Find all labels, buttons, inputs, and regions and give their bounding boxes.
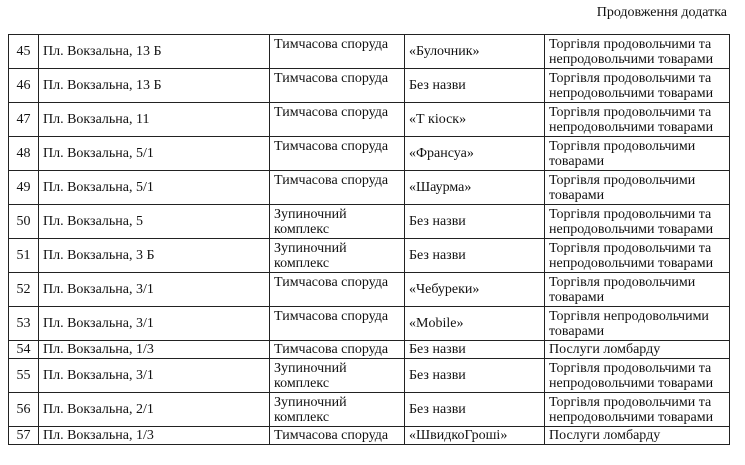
table-row: [9, 69, 730, 103]
table-row: [9, 239, 730, 273]
row-number: 55: [9, 359, 39, 393]
row-number: 53: [9, 307, 39, 341]
activity-cell: Послуги ломбарду: [545, 427, 730, 445]
activity-cell: Торгівля продовольчими та непродовольчими товарами: [545, 239, 730, 273]
address-cell: Пл. Вокзальна, 13 Б: [39, 69, 270, 103]
address-cell: Пл. Вокзальна, 2/1: [39, 393, 270, 427]
object-type-cell: Тимчасова споруда: [270, 171, 405, 205]
object-name-cell: «Т кіоск»: [405, 103, 545, 137]
object-type-cell: Тимчасова споруда: [270, 341, 405, 359]
object-type-cell: Зупиночний комплекс: [270, 359, 405, 393]
row-number: 52: [9, 273, 39, 307]
object-name-cell: «Франсуа»: [405, 137, 545, 171]
object-name-cell: «Чебуреки»: [405, 273, 545, 307]
activity-cell: Торгівля продовольчими товарами: [545, 137, 730, 171]
object-name-cell: «ШвидкоГроші»: [405, 427, 545, 445]
object-type-cell: Тимчасова споруда: [270, 35, 405, 69]
object-type-cell: Зупиночний комплекс: [270, 239, 405, 273]
object-type-cell: Тимчасова споруда: [270, 137, 405, 171]
address-cell: Пл. Вокзальна, 1/3: [39, 427, 270, 445]
object-name-cell: «Mobile»: [405, 307, 545, 341]
activity-cell: Торгівля непродовольчими товарами: [545, 307, 730, 341]
activity-cell: Послуги ломбарду: [545, 341, 730, 359]
address-cell: Пл. Вокзальна, 13 Б: [39, 35, 270, 69]
activity-cell: Торгівля продовольчими та непродовольчими товарами: [545, 359, 730, 393]
activity-cell: Торгівля продовольчими товарами: [545, 273, 730, 307]
table-row: [9, 427, 730, 445]
row-number: 46: [9, 69, 39, 103]
address-cell: Пл. Вокзальна, 3/1: [39, 359, 270, 393]
row-number: 50: [9, 205, 39, 239]
object-name-cell: «Шаурма»: [405, 171, 545, 205]
address-cell: Пл. Вокзальна, 5: [39, 205, 270, 239]
object-name-cell: Без назви: [405, 341, 545, 359]
continuation-label: Продовження додатка: [596, 5, 727, 20]
activity-cell: Торгівля продовольчими та непродовольчими товарами: [545, 205, 730, 239]
row-number: 47: [9, 103, 39, 137]
address-cell: Пл. Вокзальна, 3/1: [39, 307, 270, 341]
table-row: [9, 103, 730, 137]
table-row: [9, 393, 730, 427]
address-cell: Пл. Вокзальна, 3/1: [39, 273, 270, 307]
table-row: [9, 273, 730, 307]
activity-cell: Торгівля продовольчими товарами: [545, 171, 730, 205]
object-name-cell: Без назви: [405, 69, 545, 103]
row-number: 45: [9, 35, 39, 69]
table-row: [9, 341, 730, 359]
table-row: [9, 307, 730, 341]
address-cell: Пл. Вокзальна, 11: [39, 103, 270, 137]
row-number: 56: [9, 393, 39, 427]
address-cell: Пл. Вокзальна, 1/3: [39, 341, 270, 359]
object-name-cell: Без назви: [405, 205, 545, 239]
object-type-cell: Зупиночний комплекс: [270, 205, 405, 239]
address-cell: Пл. Вокзальна, 5/1: [39, 171, 270, 205]
object-name-cell: Без назви: [405, 359, 545, 393]
object-type-cell: Зупиночний комплекс: [270, 393, 405, 427]
object-type-cell: Тимчасова споруда: [270, 69, 405, 103]
object-type-cell: Тимчасова споруда: [270, 427, 405, 445]
activity-cell: Торгівля продовольчими та непродовольчими товарами: [545, 393, 730, 427]
object-type-cell: Тимчасова споруда: [270, 273, 405, 307]
row-number: 48: [9, 137, 39, 171]
table-row: [9, 171, 730, 205]
object-name-cell: «Булочник»: [405, 35, 545, 69]
table-row: [9, 35, 730, 69]
object-type-cell: Тимчасова споруда: [270, 307, 405, 341]
appendix-table: [8, 34, 730, 445]
row-number: 57: [9, 427, 39, 445]
table-row: [9, 205, 730, 239]
row-number: 51: [9, 239, 39, 273]
object-name-cell: Без назви: [405, 239, 545, 273]
row-number: 49: [9, 171, 39, 205]
activity-cell: Торгівля продовольчими та непродовольчими товарами: [545, 69, 730, 103]
object-type-cell: Тимчасова споруда: [270, 103, 405, 137]
table-row: [9, 359, 730, 393]
row-number: 54: [9, 341, 39, 359]
address-cell: Пл. Вокзальна, 5/1: [39, 137, 270, 171]
activity-cell: Торгівля продовольчими та непродовольчими товарами: [545, 103, 730, 137]
object-name-cell: Без назви: [405, 393, 545, 427]
address-cell: Пл. Вокзальна, 3 Б: [39, 239, 270, 273]
activity-cell: Торгівля продовольчими та непродовольчими товарами: [545, 35, 730, 69]
table-row: [9, 137, 730, 171]
